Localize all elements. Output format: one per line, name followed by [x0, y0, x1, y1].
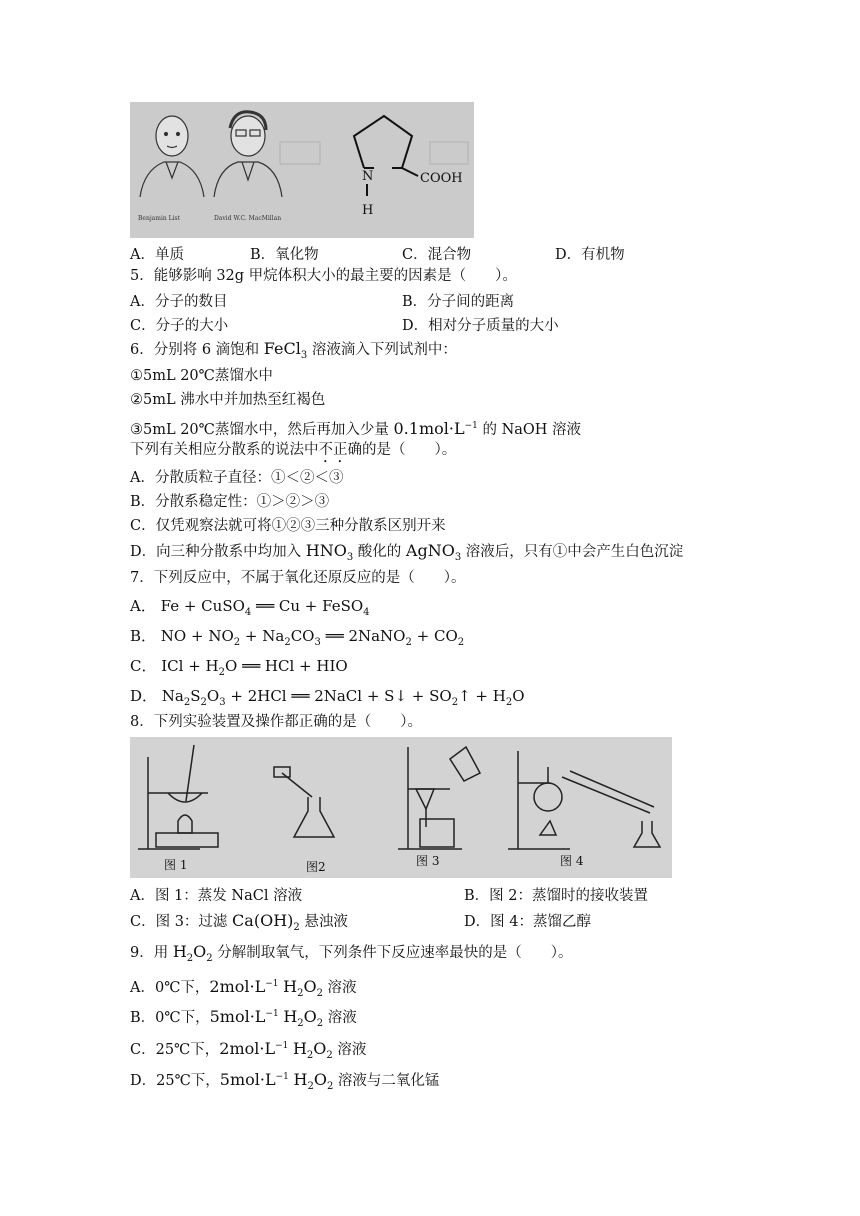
- q8-option-b: B．图 2：蒸馏时的接收装置: [464, 888, 648, 904]
- q9-option-a: A．0℃下，$2mol\cdot L^{-1}$ $H_2O_2$ 溶液: [130, 976, 357, 1000]
- q6-item-2: ②5mL 沸水中并加热至红褐色: [130, 392, 326, 408]
- laureates-photo-figure: [130, 102, 474, 238]
- q8-stem: 8．下列实验装置及操作都正确的是（ ）。: [130, 714, 422, 730]
- q8-option-c: C．图 3：过滤 $Ca(OH)_2$ 悬浊液: [130, 911, 348, 933]
- fig-label-4: 图 4: [560, 854, 584, 868]
- q6-question: 下列有关相应分散系的说法中不正确的是（ ）。: [130, 442, 457, 458]
- q4-option-a: A．单质: [130, 247, 184, 263]
- proline-n-label: N: [362, 169, 374, 184]
- q7-option-b: B． NO + $NO_2 + Na_2CO_3$ ══ 2NaNO$_2$ + $CO_2$: [130, 627, 465, 648]
- q7-stem: 7．下列反应中，不属于氧化还原反应的是（ ）。: [130, 570, 466, 586]
- lab-apparatus-drawing: [130, 737, 672, 878]
- q9-option-d: D．25℃下，$5mol\cdot L^{-1}$ $H_2O_2$ 溶液与二氧化锰: [130, 1069, 440, 1093]
- q6-option-d: D．向三种分散系中均加入 $HNO_3$ 酸化的 AgNO$_3$ 溶液后，只有①中会产生白色沉淀: [130, 541, 684, 563]
- portrait-2-caption: David W.C. MacMillan: [214, 215, 282, 222]
- q4-option-b: B．氧化物: [250, 247, 319, 263]
- q9-option-c: C．25℃下，$2mol\cdot L^{-1}$ $H_2O_2$ 溶液: [130, 1038, 367, 1062]
- q4-option-d: D．有机物: [555, 247, 625, 263]
- q7-option-c: C． ICl + $H_2O$ ══ HCl + HIO: [130, 657, 348, 678]
- q6-item-1: ①5mL 20℃蒸馏水中: [130, 368, 273, 384]
- proline-cooh-label: COOH: [420, 171, 463, 186]
- fig-label-1: 图 1: [164, 858, 188, 872]
- q9-option-b: B．0℃下，$5mol\cdot L^{-1}$ $H_2O_2$ 溶液: [130, 1006, 357, 1030]
- q6-option-c: C．仅凭观察法就可将①②③三种分散系区别开来: [130, 518, 446, 534]
- q4-option-c: C．混合物: [402, 247, 472, 263]
- q7-option-a: A． Fe + CuSO$_4$ ══ Cu + FeSO$_4$: [130, 597, 370, 618]
- q6-option-b: B．分散系稳定性：①＞②＞③: [130, 494, 330, 510]
- q8-apparatus-figure: [130, 737, 672, 878]
- q9-stem: 9．用 $H_2O_2$ 分解制取氧气，下列条件下反应速率最快的是（ ）。: [130, 942, 573, 965]
- q6-item-3: ③5mL 20℃蒸馏水中，然后再加入少量 $0.1mol\cdot L^{-1}$ 的 NaOH 溶液: [130, 418, 582, 438]
- q5-option-a: A．分子的数目: [130, 294, 228, 310]
- q6-option-a: A．分散质粒子直径：①＜②＜③: [130, 470, 344, 486]
- portrait-and-molecule-drawing: [130, 102, 474, 238]
- fig-label-3: 图 3: [416, 854, 440, 868]
- q6-stem: 6．分别将 6 滴饱和 FeCl$_3$ 溶液滴入下列试剂中：: [130, 339, 457, 361]
- q5-stem: 5．能够影响 32g 甲烷体积大小的最主要的因素是（ ）。: [130, 268, 517, 284]
- q7-option-d: D． $Na_2S_2O_3 + 2HCl$ ══ 2NaCl + S↓ + $SO_2↑ + H_2O$: [130, 687, 525, 708]
- proline-h-label: H: [362, 203, 374, 218]
- q5-option-b: B．分子间的距离: [402, 294, 515, 310]
- q5-option-d: D．相对分子质量的大小: [402, 318, 559, 334]
- q8-option-d: D．图 4：蒸馏乙醇: [464, 914, 591, 930]
- fig-label-2: 图2: [306, 860, 326, 874]
- q8-option-a: A．图 1：蒸发 NaCl 溶液: [130, 888, 303, 904]
- portrait-1-caption: Benjamin List: [138, 215, 181, 222]
- q5-option-c: C．分子的大小: [130, 318, 229, 334]
